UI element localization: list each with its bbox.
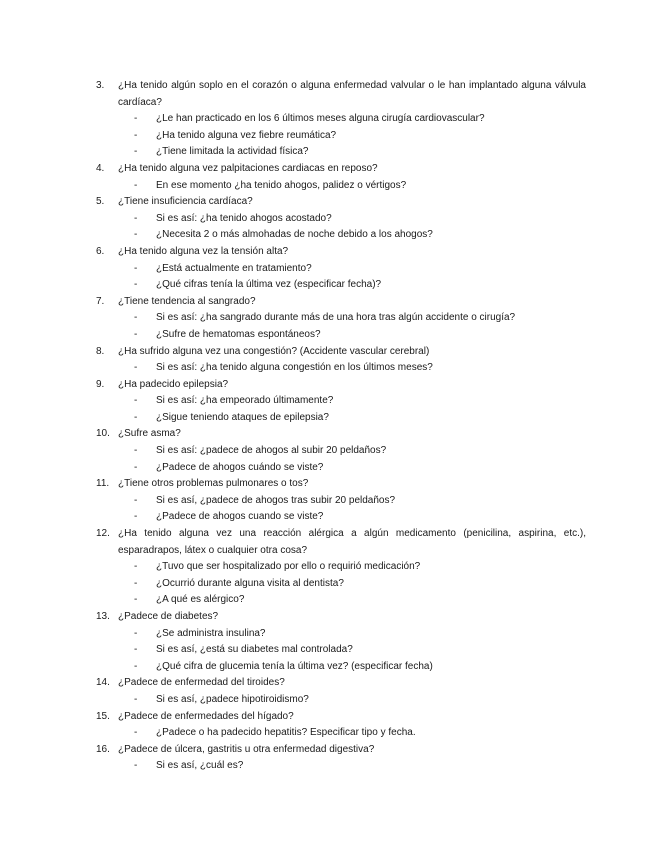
dash-bullet: -: [134, 395, 138, 407]
sub-question-list: [118, 360, 586, 377]
sub-question-item: [118, 360, 586, 377]
dash-bullet: -: [134, 594, 138, 606]
question-text: ¿Tiene tendencia al sangrado?: [118, 295, 256, 307]
sub-question-item: [118, 493, 586, 510]
question-item: [96, 377, 586, 427]
question-number: 14.: [96, 677, 110, 689]
question-number: 3.: [96, 80, 105, 91]
sub-question-text: Si es así: ¿ha empeorado últimamente?: [156, 395, 334, 407]
dash-bullet: -: [134, 693, 138, 705]
dash-bullet: -: [134, 760, 138, 772]
question-number: 11.: [96, 478, 110, 490]
dash-bullet: -: [134, 727, 138, 739]
sub-question-item: [118, 211, 586, 228]
dash-bullet: -: [134, 445, 138, 457]
question-item: [96, 609, 586, 675]
sub-question-text: ¿Qué cifra de glucemia tenía la última vez? (especificar fecha): [156, 660, 433, 672]
question-item: [96, 294, 586, 344]
dash-bullet: -: [134, 129, 138, 141]
question-number: 7.: [96, 295, 105, 307]
sub-question-item: [118, 227, 586, 244]
sub-question-item: [118, 443, 586, 460]
question-item: [96, 742, 586, 775]
sub-question-item: [118, 626, 586, 643]
sub-question-item: [118, 128, 586, 145]
question-number: 4.: [96, 162, 105, 174]
sub-question-text: ¿Padece de ahogos cuándo se viste?: [156, 461, 324, 473]
dash-bullet: -: [134, 511, 138, 523]
sub-question-item: [118, 327, 586, 344]
question-item: [96, 244, 586, 294]
dash-bullet: -: [134, 494, 138, 506]
sub-question-text: ¿A qué es alérgico?: [156, 594, 245, 606]
question-number: 5.: [96, 196, 105, 208]
sub-question-item: [118, 144, 586, 161]
dash-bullet: -: [134, 461, 138, 473]
sub-question-item: [118, 576, 586, 593]
sub-question-text: ¿Sigue teniendo ataques de epilepsia?: [156, 411, 329, 423]
question-text: ¿Ha tenido algún soplo en el corazón o alguna enfermedad valvular o le han implantado alguna válvula cardíaca?: [118, 80, 586, 108]
sub-question-item: [118, 592, 586, 609]
dash-bullet: -: [134, 411, 138, 423]
sub-question-item: [118, 725, 586, 742]
question-item: [96, 194, 586, 244]
sub-question-text: ¿Padece o ha padecido hepatitis? Especificar tipo y fecha.: [156, 727, 416, 739]
sub-question-item: [118, 310, 586, 327]
sub-question-item: [118, 460, 586, 477]
dash-bullet: -: [134, 279, 138, 291]
question-text: ¿Ha tenido alguna vez la tensión alta?: [118, 245, 289, 257]
sub-question-list: [118, 393, 586, 426]
dash-bullet: -: [134, 627, 138, 639]
sub-question-text: ¿Está actualmente en tratamiento?: [156, 262, 312, 274]
sub-question-list: [118, 261, 586, 294]
dash-bullet: -: [134, 179, 138, 191]
sub-question-item: [118, 261, 586, 278]
dash-bullet: -: [134, 312, 138, 324]
question-item: [96, 161, 586, 194]
dash-bullet: -: [134, 561, 138, 573]
questionnaire-list: [96, 78, 586, 775]
sub-question-text: ¿Sufre de hematomas espontáneos?: [156, 328, 321, 340]
dash-bullet: -: [134, 577, 138, 589]
sub-question-list: [118, 725, 586, 742]
sub-question-list: [118, 310, 586, 343]
dash-bullet: -: [134, 229, 138, 241]
sub-question-text: ¿Padece de ahogos cuando se viste?: [156, 511, 324, 523]
question-item: [96, 476, 586, 526]
question-number: 10.: [96, 428, 110, 440]
sub-question-text: ¿Ha tenido alguna vez fiebre reumática?: [156, 129, 337, 141]
dash-bullet: -: [134, 644, 138, 656]
sub-question-list: [118, 692, 586, 709]
sub-question-text: Si es así, ¿cuál es?: [156, 760, 244, 772]
sub-question-list: [118, 559, 586, 609]
question-text: ¿Ha padecido epilepsia?: [118, 378, 229, 390]
sub-question-text: ¿Necesita 2 o más almohadas de noche debido a los ahogos?: [156, 229, 433, 241]
sub-question-text: Si es así, ¿padece de ahogos tras subir 20 peldaños?: [156, 494, 396, 506]
question-text: ¿Tiene otros problemas pulmonares o tos?: [118, 478, 309, 490]
question-item: [96, 344, 586, 377]
question-text: ¿Ha tenido alguna vez una reacción alérgica a algún medicamento (penicilina, aspirina, etc.), esparadrapos, látex o cualquier otra cosa?: [118, 528, 586, 556]
question-number: 8.: [96, 345, 105, 357]
question-item: [96, 709, 586, 742]
sub-question-item: [118, 692, 586, 709]
sub-question-list: [118, 211, 586, 244]
sub-question-item: [118, 410, 586, 427]
sub-question-item: [118, 178, 586, 195]
question-text: ¿Padece de diabetes?: [118, 611, 219, 622]
question-item: [96, 426, 586, 476]
dash-bullet: -: [134, 212, 138, 224]
dash-bullet: -: [134, 262, 138, 274]
sub-question-item: [118, 277, 586, 294]
sub-question-text: ¿Tiene limitada la actividad física?: [156, 146, 309, 158]
question-number: 9.: [96, 378, 105, 390]
sub-question-item: [118, 758, 586, 775]
sub-question-text: ¿Qué cifras tenía la última vez (especificar fecha)?: [156, 279, 382, 291]
question-number: 13.: [96, 611, 110, 622]
sub-question-text: ¿Se administra insulina?: [156, 627, 266, 639]
question-number: 15.: [96, 710, 110, 722]
question-text: ¿Ha sufrido alguna vez una congestión? (Accidente vascular cerebral): [118, 345, 430, 357]
question-number: 16.: [96, 743, 110, 755]
question-number: 6.: [96, 245, 105, 257]
question-text: ¿Padece de enfermedades del hígado?: [118, 710, 294, 722]
dash-bullet: -: [134, 328, 138, 340]
sub-question-list: [118, 758, 586, 775]
sub-question-text: Si es así: ¿ha sangrado durante más de una hora tras algún accidente o cirugía?: [156, 312, 516, 324]
sub-question-item: [118, 111, 586, 128]
question-item: [96, 675, 586, 708]
dash-bullet: -: [134, 660, 138, 672]
dash-bullet: -: [134, 146, 138, 158]
sub-question-text: Si es así: ¿padece de ahogos al subir 20 peldaños?: [156, 445, 387, 457]
sub-question-text: ¿Le han practicado en los 6 últimos meses alguna cirugía cardiovascular?: [156, 113, 485, 125]
sub-question-list: [118, 178, 586, 195]
sub-question-text: Si es así: ¿ha tenido alguna congestión en los últimos meses?: [156, 362, 433, 374]
question-text: ¿Sufre asma?: [118, 428, 181, 440]
sub-question-text: Si es así: ¿ha tenido ahogos acostado?: [156, 212, 332, 224]
sub-question-text: Si es así, ¿está su diabetes mal controlada?: [156, 644, 353, 656]
sub-question-list: [118, 443, 586, 476]
sub-question-text: ¿Ocurrió durante alguna visita al dentista?: [156, 577, 344, 589]
question-text: ¿Padece de enfermedad del tiroides?: [118, 677, 285, 689]
dash-bullet: -: [134, 113, 138, 125]
sub-question-item: [118, 393, 586, 410]
sub-question-list: [118, 111, 586, 161]
sub-question-text: ¿Tuvo que ser hospitalizado por ello o requirió medicación?: [156, 561, 421, 573]
sub-question-text: En ese momento ¿ha tenido ahogos, palidez o vértigos?: [156, 179, 407, 191]
sub-question-item: [118, 642, 586, 659]
sub-question-item: [118, 559, 586, 576]
sub-question-list: [118, 626, 586, 676]
sub-question-list: [118, 493, 586, 526]
sub-question-item: [118, 659, 586, 676]
sub-question-text: Si es así, ¿padece hipotiroidismo?: [156, 693, 309, 705]
dash-bullet: -: [134, 362, 138, 374]
question-item: [96, 526, 586, 609]
question-item: [96, 78, 586, 161]
question-text: ¿Ha tenido alguna vez palpitaciones cardiacas en reposo?: [118, 162, 378, 174]
question-text: ¿Padece de úlcera, gastritis u otra enfermedad digestiva?: [118, 743, 375, 755]
question-text: ¿Tiene insuficiencia cardíaca?: [118, 196, 253, 208]
question-number: 12.: [96, 528, 110, 540]
sub-question-item: [118, 509, 586, 526]
